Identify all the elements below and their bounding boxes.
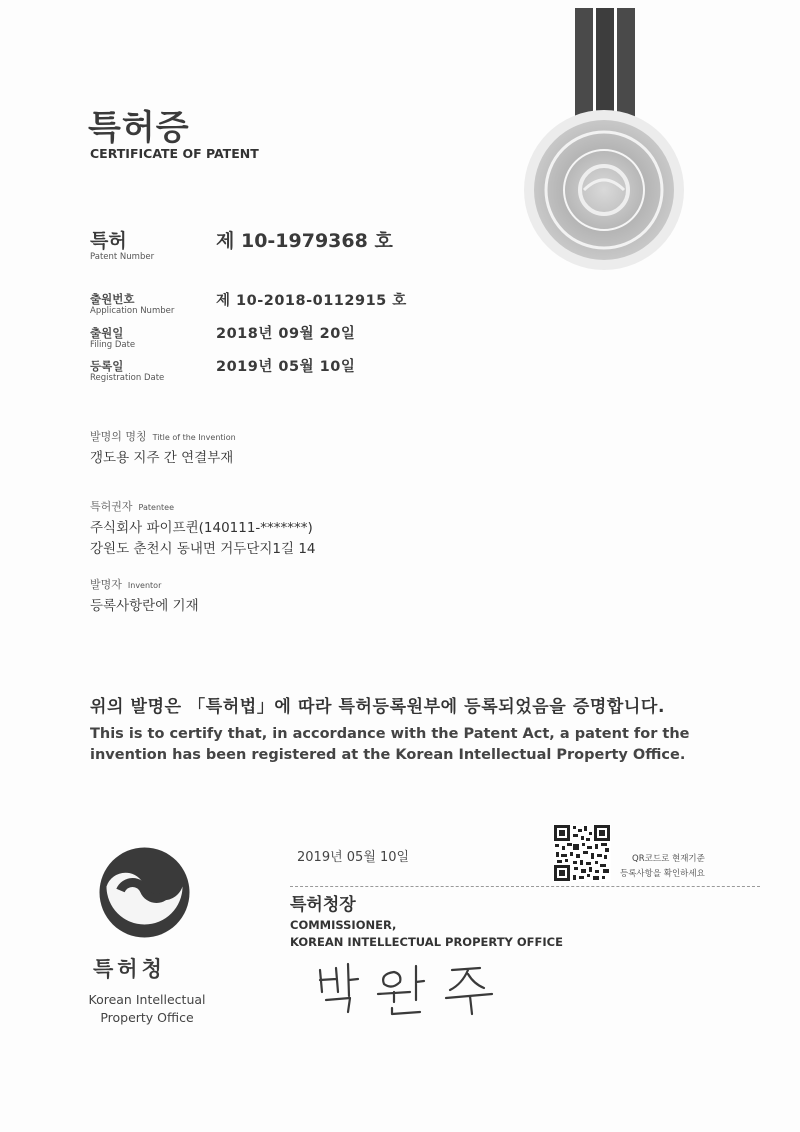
patentee-label-ko: 특허권자 (90, 500, 133, 513)
qr-note-line2: 등록사항을 확인하세요 (620, 869, 705, 879)
filing-date-label: 출원일 (90, 326, 124, 340)
patentee-label-en: Patentee (138, 503, 174, 512)
registration-date-label: 등록일 (90, 359, 124, 373)
inventor-value: 등록사항란에 기재 (90, 598, 199, 614)
office-name-en: Korean Intellectual Property Office (88, 992, 206, 1025)
commissioner-line2: KOREAN INTELLECTUAL PROPERTY OFFICE (290, 935, 563, 949)
invention-title: 갱도용 지주 간 연결부재 (90, 450, 234, 466)
issue-date: 2019년 05월 10일 (297, 850, 410, 865)
seal-medallion (524, 110, 684, 270)
signature (312, 960, 512, 1016)
inventor-label (90, 576, 161, 592)
certificate-title: 특허증 (88, 108, 190, 148)
patent-number: 제 10-1979368 호 (216, 230, 393, 252)
application-number-label: 출원번호 (90, 292, 135, 306)
invention-label-en: Title of the Invention (152, 433, 236, 442)
certification-en: This is to certify that, in accordance with the Patent Act, a patent for the invention has been registered at the Korean Intellectual Property Office. (90, 726, 690, 763)
application-number-label-en: Application Number (90, 306, 175, 316)
registration-date: 2019년 05월 10일 (216, 359, 356, 375)
seal-emblem (520, 0, 700, 280)
filing-date: 2018년 09월 20일 (216, 326, 356, 342)
qr-note (620, 852, 705, 882)
kipo-logo (97, 845, 192, 940)
patent-label: 특허 (90, 230, 127, 252)
application-number: 제 10-2018-0112915 호 (216, 293, 407, 309)
patent-label-en: Patent Number (90, 252, 155, 262)
ribbon (575, 8, 635, 120)
commissioner-title-en (290, 917, 563, 951)
qr-code-icon (553, 824, 611, 882)
inventor-label-en: Inventor (127, 581, 162, 590)
qr-note-line1: QR코드로 현재기준 (632, 854, 705, 864)
inventor-label-ko: 발명자 (90, 578, 122, 591)
certification-ko: 위의 발명은 「특허법」에 따라 특허등록원부에 등록되었음을 증명합니다. (90, 697, 666, 717)
divider-line (290, 886, 760, 887)
invention-label (90, 428, 236, 444)
office-name-ko: 특허청 (93, 957, 166, 981)
certificate-title-en: CERTIFICATE OF PATENT (90, 146, 259, 161)
commissioner-line1: COMMISSIONER, (290, 918, 397, 932)
patentee-address: 강원도 춘천시 동내면 거두단지1길 14 (90, 541, 316, 557)
invention-label-ko: 발명의 명칭 (90, 430, 147, 443)
patentee-label (90, 498, 174, 514)
patentee-name: 주식회사 파이프퀸(140111-*******) (90, 520, 313, 536)
filing-date-label-en: Filing Date (90, 340, 136, 350)
commissioner-title: 특허청장 (290, 895, 356, 915)
registration-date-label-en: Registration Date (90, 373, 165, 383)
